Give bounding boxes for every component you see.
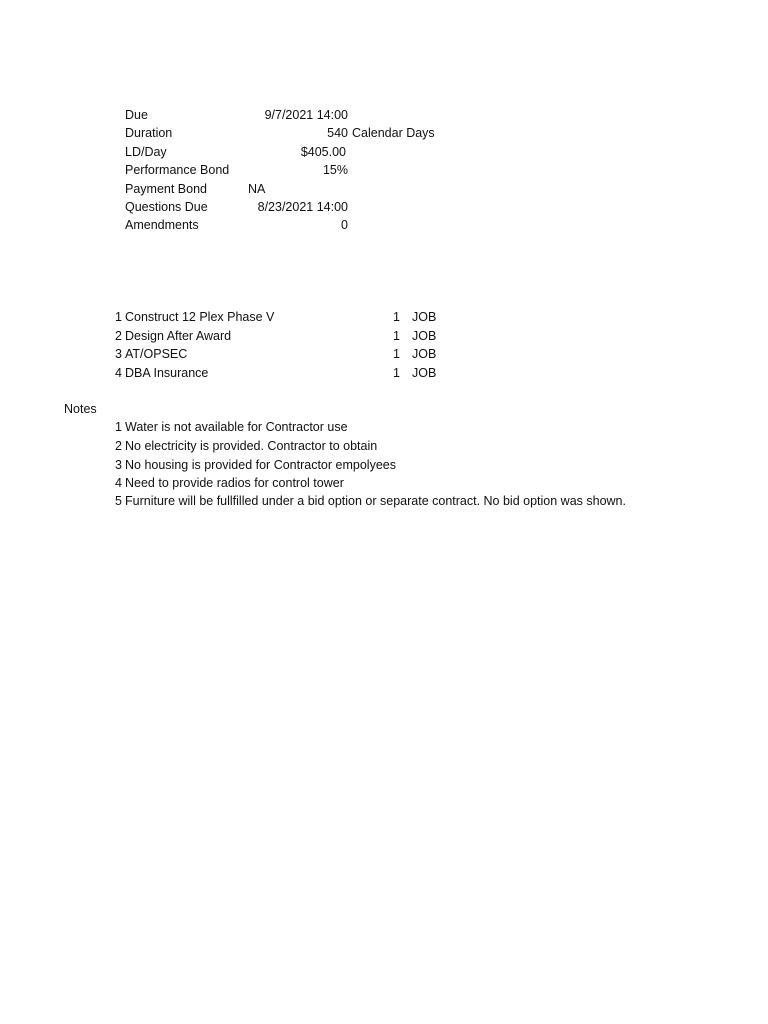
note-item [0,420,768,438]
note-number: 3 [115,458,122,472]
duration-label: Duration [125,126,173,140]
line-item-description: Design After Award [125,329,232,343]
line-item [0,347,768,365]
due-value: 9/7/2021 14:00 [264,108,348,122]
line-item-number: 2 [115,329,122,343]
amendments-label: Amendments [125,218,199,232]
payment-bond-label: Payment Bond [125,182,207,196]
summary-row-amendments [0,218,768,236]
note-item [0,439,768,457]
line-item-number: 3 [115,347,122,361]
performance-bond-label: Performance Bond [125,163,230,177]
note-number: 1 [115,420,122,434]
line-item [0,366,768,384]
performance-bond-value: 15% [322,163,348,177]
line-item-quantity: 1 [393,329,400,343]
line-item [0,329,768,347]
ld-day-label: LD/Day [125,145,167,159]
line-item-unit: JOB [412,366,437,380]
note-text: Furniture will be fullfilled under a bid option or separate contract. No bid option was shown. [125,494,626,508]
summary-row-performance-bond [0,163,768,181]
summary-row-due [0,108,768,126]
duration-unit: Calendar Days [352,126,435,140]
line-item-number: 4 [115,366,122,380]
line-item-number: 1 [115,310,122,324]
line-item-unit: JOB [412,329,437,343]
note-text: No housing is provided for Contractor empolyees [125,458,396,472]
note-number: 2 [115,439,122,453]
summary-row-ld-day [0,145,768,163]
questions-due-value: 8/23/2021 14:00 [257,200,348,214]
line-item-unit: JOB [412,347,437,361]
summary-row-questions-due [0,200,768,218]
due-label: Due [125,108,148,122]
line-item [0,310,768,328]
amendments-value: 0 [341,218,348,232]
line-item-description: Construct 12 Plex Phase V [125,310,275,324]
note-text: Need to provide radios for control tower [125,476,344,490]
line-item-quantity: 1 [393,366,400,380]
questions-due-label: Questions Due [125,200,208,214]
line-item-quantity: 1 [393,310,400,324]
notes-heading: Notes [64,402,97,416]
note-number: 4 [115,476,122,490]
note-item [0,458,768,476]
ld-day-value: $405.00 [300,145,346,159]
line-item-quantity: 1 [393,347,400,361]
line-item-unit: JOB [412,310,437,324]
note-text: Water is not available for Contractor use [125,420,348,434]
note-item [0,476,768,494]
payment-bond-value: NA [248,182,266,196]
summary-row-payment-bond [0,182,768,200]
duration-value: 540 [327,126,348,140]
summary-row-duration [0,126,768,144]
note-number: 5 [115,494,122,508]
line-item-description: DBA Insurance [125,366,209,380]
note-text: No electricity is provided. Contractor to obtain [125,439,378,453]
note-item [0,494,768,512]
line-item-description: AT/OPSEC [125,347,188,361]
